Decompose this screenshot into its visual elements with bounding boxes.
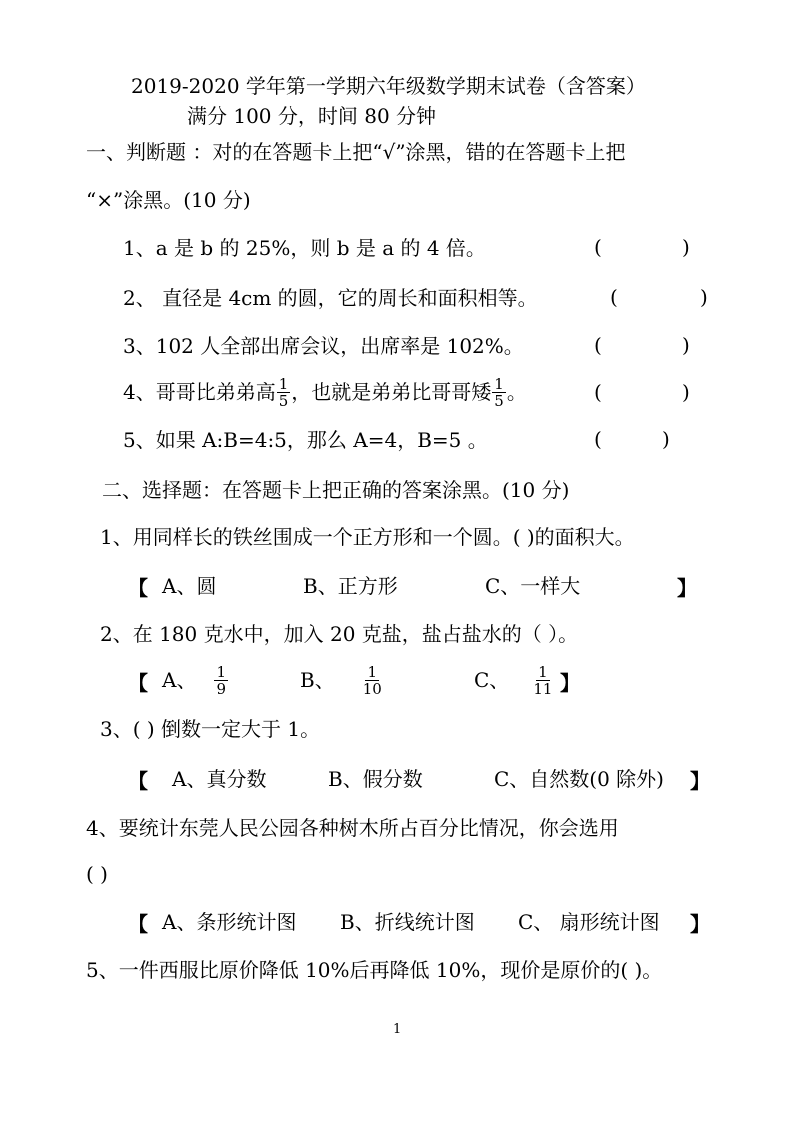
bracket-open: 【 xyxy=(128,769,148,793)
judge-item-4-pre: 4、哥哥比弟弟高 xyxy=(123,380,276,404)
q1-option-a: A、圆 xyxy=(162,574,217,598)
q4-answer-paren: ( ) xyxy=(86,862,108,886)
judge-item-2: 2、 直径是 4cm 的圆，它的周长和面积相等。 xyxy=(123,286,538,310)
page-title: 2019-2020 学年第一学期六年级数学期末试卷（含答案） xyxy=(131,74,646,98)
q2-option-c: C、 $\frac{1}{11}$ xyxy=(474,662,553,698)
judge-item-4-mid: ，也就是弟弟比哥哥矮 xyxy=(291,380,492,404)
fraction-one-tenth: $\frac{1}{10}$ xyxy=(362,662,382,698)
judge-item-5: 5、如果 A:B=4:5，那么 A=4，B=5 。 xyxy=(123,428,488,452)
answer-paren-close-3: ) xyxy=(682,333,690,357)
fraction-one-eleventh: $\frac{1}{11}$ xyxy=(533,662,553,698)
bracket-close: 】 xyxy=(690,769,710,793)
q3-option-b: B、假分数 xyxy=(328,767,423,791)
answer-paren-open-4: ( xyxy=(594,380,602,404)
judge-item-4 xyxy=(123,370,527,414)
choice-q3: 3、( ) 倒数一定大于 1。 xyxy=(100,717,321,741)
page-number: 1 xyxy=(393,1022,402,1037)
judge-item-1: 1、a 是 b 的 25%，则 b 是 a 的 4 倍。 xyxy=(123,236,486,260)
choice-q5: 5、一件西服比原价降低 10%后再降低 10%，现价是原价的( )。 xyxy=(86,958,663,982)
judge-item-4-post: 。 xyxy=(506,380,527,404)
q1-option-c: C、一样大 xyxy=(485,574,581,598)
section1-heading-line2: “×”涂黑。(10 分) xyxy=(86,188,251,212)
answer-paren-open-5: ( xyxy=(594,427,602,451)
section1-heading-line1: 一、判断题 ：对的在答题卡上把“√”涂黑，错的在答题卡上把 xyxy=(86,140,626,164)
q2-option-b: B、 $\frac{1}{10}$ xyxy=(300,662,382,698)
q3-option-c: C、自然数(0 除外) xyxy=(494,767,664,791)
fraction-one-fifth: $\frac{1}{5}$ xyxy=(278,374,289,410)
q1-option-b: B、正方形 xyxy=(303,574,398,598)
answer-paren-close-1: ) xyxy=(682,235,690,259)
fraction-one-fifth: $\frac{1}{5}$ xyxy=(494,374,504,410)
answer-paren-close-5: ) xyxy=(662,427,670,451)
page-subtitle: 满分 100 分，时间 80 分钟 xyxy=(187,104,437,128)
q2-option-a: A、 $\frac{1}{9}$ xyxy=(162,662,226,698)
judge-item-3: 3、102 人全部出席会议，出席率是 102%。 xyxy=(123,334,524,358)
bracket-open: 【 xyxy=(128,912,148,936)
bracket-open: 【 xyxy=(128,576,148,600)
section2-heading: 二、选择题：在答题卡上把正确的答案涂黑。(10 分) xyxy=(102,478,570,502)
bracket-open: 【 xyxy=(128,671,148,695)
answer-paren-close-4: ) xyxy=(682,380,690,404)
q4-option-c: C、 扇形统计图 xyxy=(518,910,660,934)
q4-option-b: B、折线统计图 xyxy=(340,910,475,934)
choice-q1: 1、用同样长的铁丝围成一个正方形和一个圆。( )的面积大。 xyxy=(100,525,635,549)
bracket-close: 】 xyxy=(690,912,710,936)
choice-q2: 2、在 180 克水中，加入 20 克盐，盐占盐水的（ ）。 xyxy=(100,622,579,646)
answer-paren-close-2: ) xyxy=(700,285,708,309)
answer-paren-open-1: ( xyxy=(594,235,602,259)
fraction-one-ninth: $\frac{1}{9}$ xyxy=(216,662,226,698)
answer-paren-open-3: ( xyxy=(594,333,602,357)
q4-option-a: A、条形统计图 xyxy=(162,910,297,934)
choice-q4: 4、要统计东莞人民公园各种树木所占百分比情况，你会选用 xyxy=(86,816,619,840)
bracket-close: 】 xyxy=(677,576,697,600)
bracket-close: 】 xyxy=(560,671,580,695)
answer-paren-open-2: ( xyxy=(610,285,618,309)
q3-option-a: A、真分数 xyxy=(172,767,267,791)
